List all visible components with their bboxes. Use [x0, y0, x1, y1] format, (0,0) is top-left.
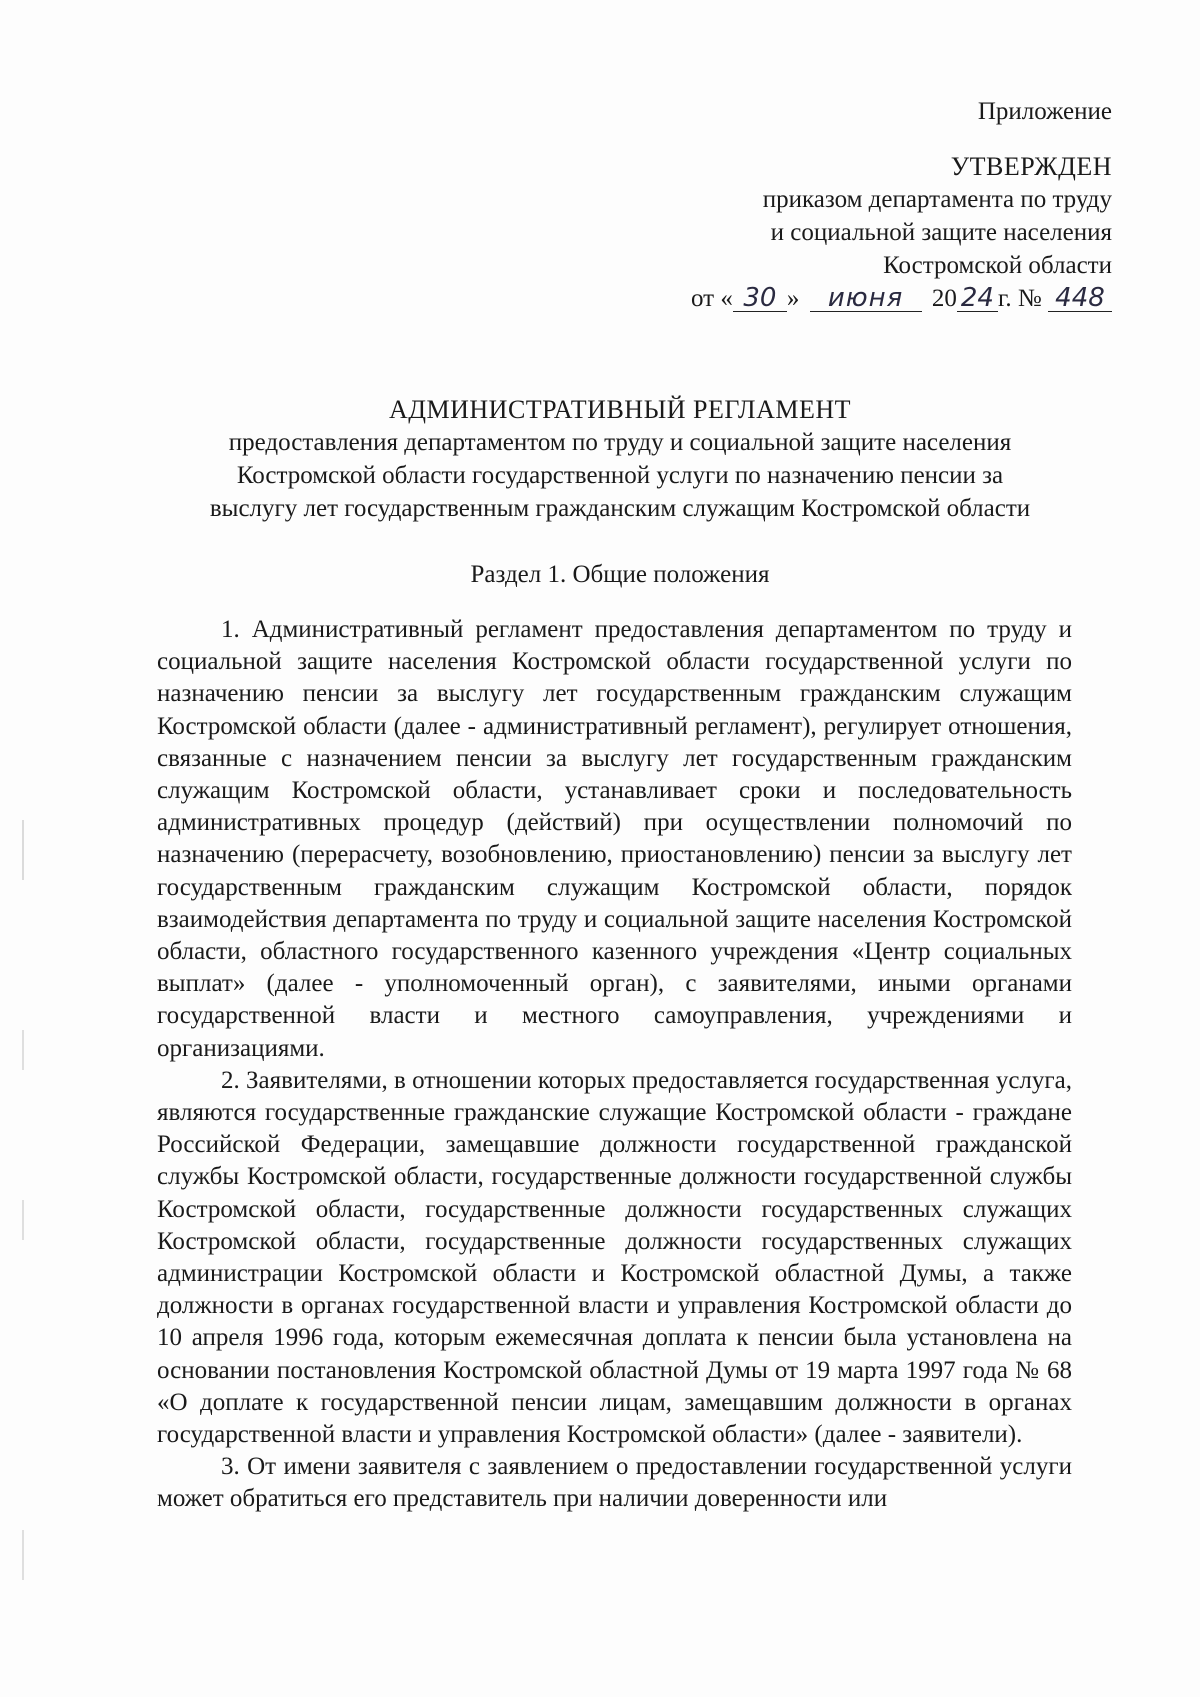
- approval-date-line: [592, 282, 1112, 315]
- document-title: АДМИНИСТРАТИВНЫЙ РЕГЛАМЕНТ: [388, 395, 852, 424]
- approved-label: УТВЕРЖДЕН: [950, 152, 1112, 181]
- document-body: [157, 614, 1072, 1516]
- document-subtitle-line-2: Костромской области государственной услуги по назначению пенсии за: [236, 462, 1004, 489]
- approval-line-3: Костромской области: [883, 252, 1112, 279]
- handwritten-year: 24: [957, 285, 998, 312]
- date-prefix: от «: [691, 285, 733, 312]
- date-mid: »: [786, 285, 800, 312]
- approval-line-2: и социальной защите населения: [770, 219, 1112, 246]
- scan-artifact: [22, 1200, 24, 1240]
- scan-artifact: [22, 1030, 24, 1070]
- document-title-block: [140, 393, 1100, 525]
- section-heading: Раздел 1. Общие положения: [470, 561, 770, 588]
- document-subtitle-line-1: предоставления департаментом по труду и социальной защите населения: [228, 429, 1012, 456]
- paragraph-1: 1. Административный регламент предоставления департаментом по труду и социальной защите населения Костромской области государственной услуги по назначению пенсии за выслугу лет государственным гражданским служащим Костромской области (далее - административный регламент), регулирует отношения, связанные с назначением пенсии за выслугу лет государственным гражданским служащим Костромской области, устанавливает сроки и последовательность административных процедур (действий) при осуществлении полномочий по назначению (перерасчету, возобновлению, приостановлению) пенсии за выслугу лет государственным гражданским служащим Костромской области, порядок взаимодействия департамента по труду и социальной защите населения Костромской области, областного государственного казенного учреждения «Центр социальных выплат» (далее - уполномоченный орган), с заявителями, иными органами государственной власти и местного самоуправления, учреждениями и организациями.: [157, 616, 1072, 1062]
- document-subtitle-line-3: выслугу лет государственным гражданским служащим Костромской области: [209, 495, 1031, 522]
- annex-label: Приложение: [977, 98, 1112, 125]
- date-year-prefix: 20: [931, 285, 957, 312]
- paragraph-2: 2. Заявителями, в отношении которых предоставляется государственная услуга, являются государственные гражданские служащие Костромской области - граждане Российской Федерации, замещавшие должности государственной гражданской службы Костромской области, государственные должности государственной службы Костромской области, государственные должности государственных служащих Костромской области, государственные должности государственных служащих администрации Костромской области и Костромской областной Думы, а также должности в органах государственной власти и управления Костромской области до 10 апреля 1996 года, которым ежемесячная доплата к пенсии была установлена на основании постановления Костромской областной Думы от 19 марта 1997 года № 68 «О доплате к государственной пенсии лицам, замещавшим должности в органах государственной власти и управления Костромской области» (далее - заявители).: [157, 1066, 1072, 1449]
- paragraph-3: 3. От имени заявителя с заявлением о предоставлении государственной услуги может обратиться его представитель при наличии доверенности или: [157, 1453, 1072, 1513]
- approval-line-1: приказом департамента по труду: [762, 186, 1112, 213]
- scan-artifact: [22, 1530, 24, 1580]
- scan-artifact: [22, 820, 24, 880]
- handwritten-number: 448: [1048, 285, 1112, 312]
- handwritten-day: 30: [733, 285, 787, 312]
- approval-stamp-block: [592, 95, 1112, 315]
- date-number-prefix: г. №: [997, 285, 1042, 312]
- handwritten-month: июня: [810, 285, 922, 312]
